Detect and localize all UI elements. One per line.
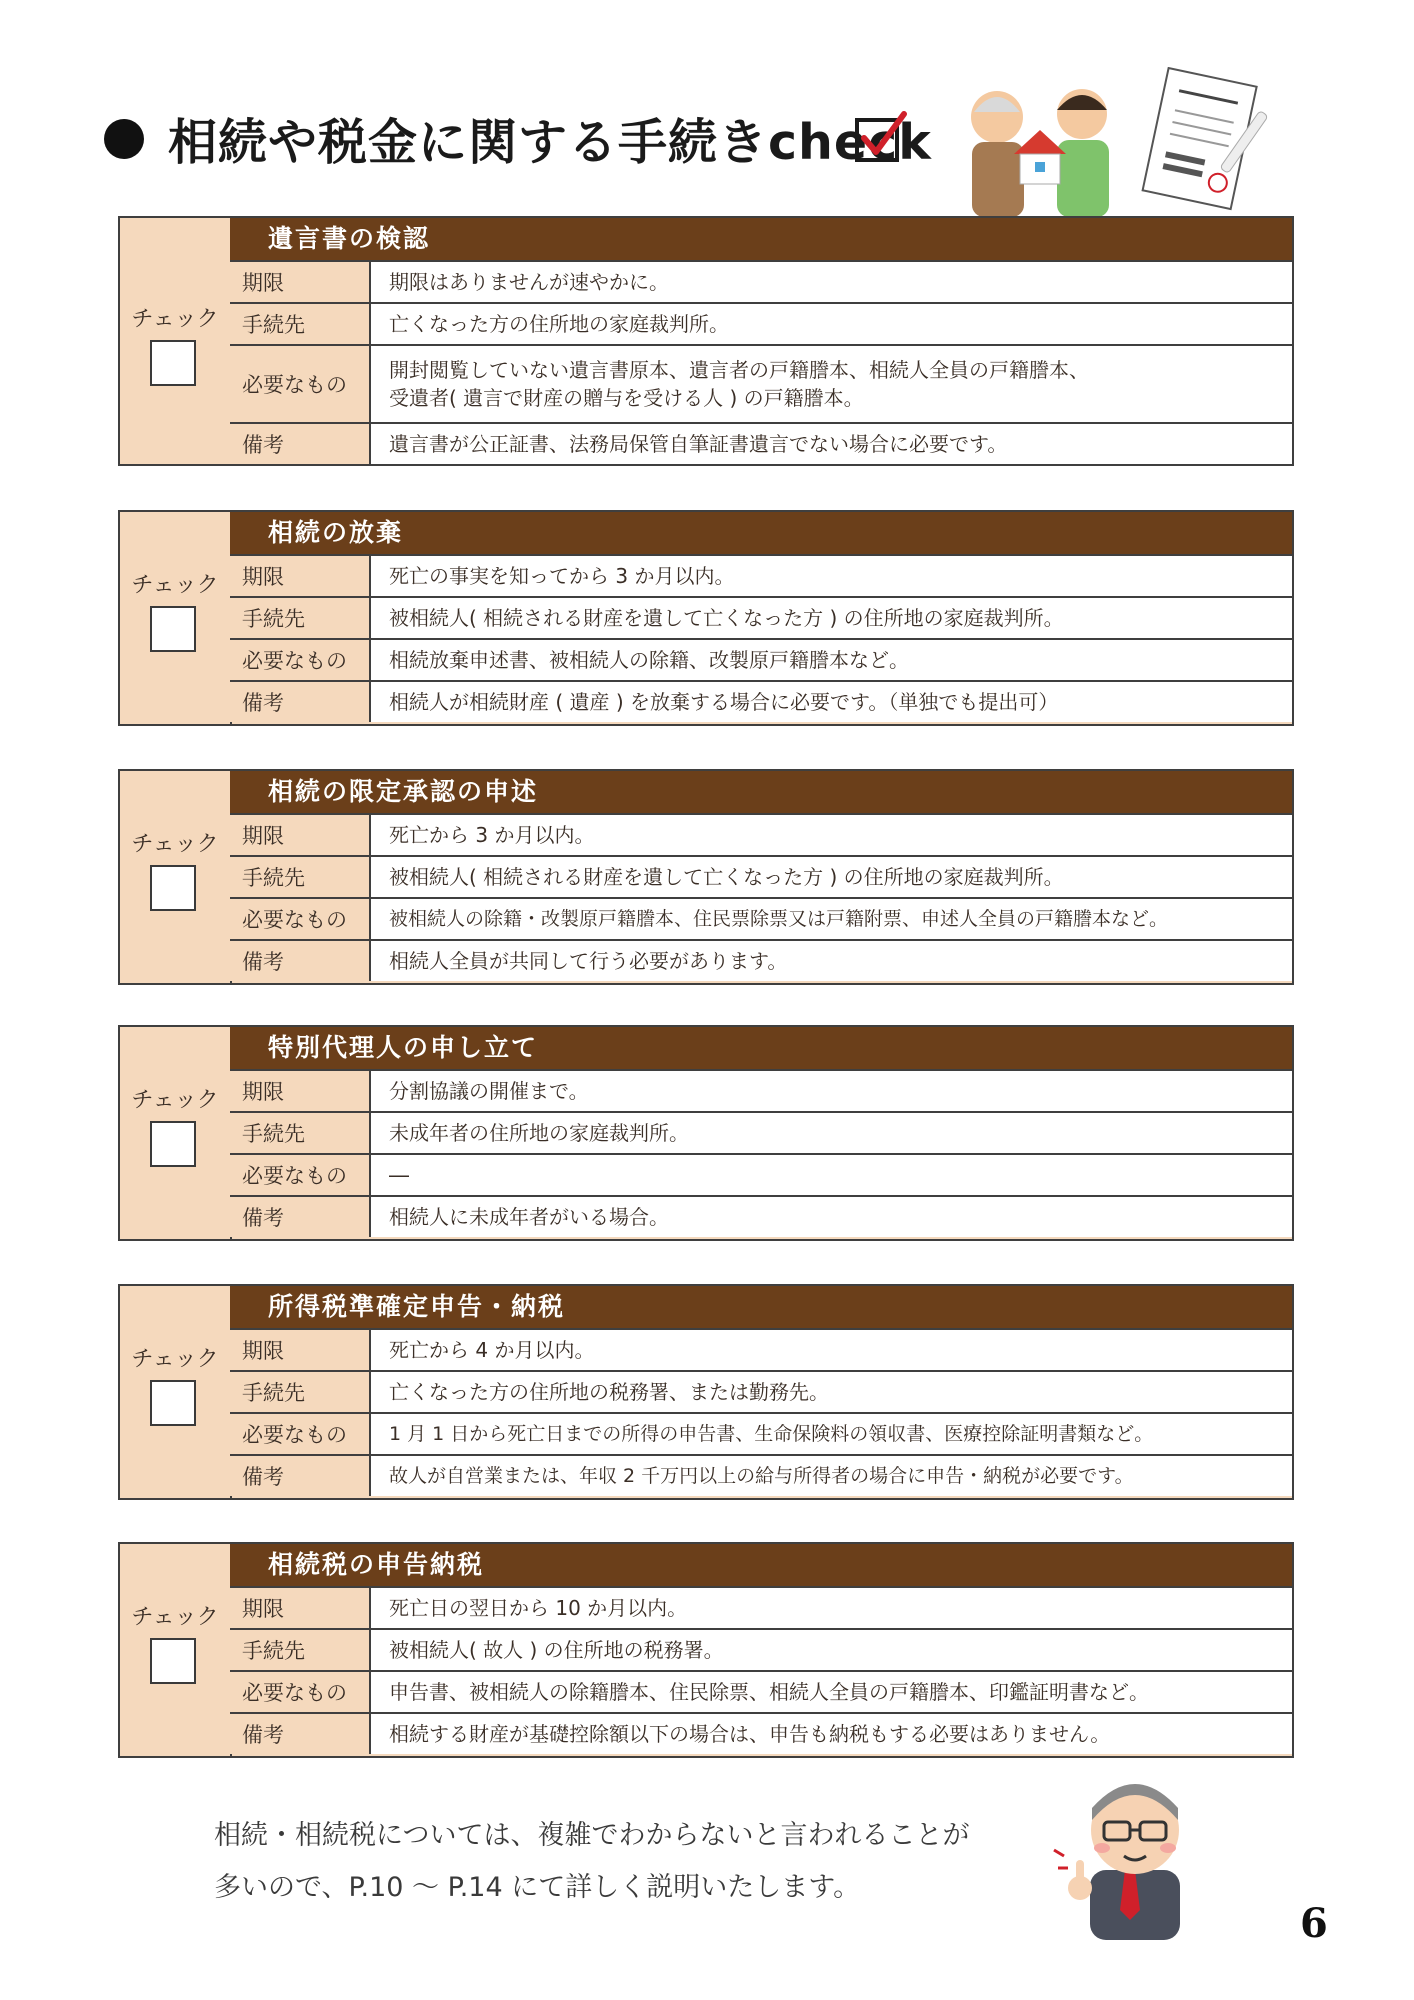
row-value: ― — [371, 1155, 1292, 1195]
row-deadline — [230, 1069, 1292, 1111]
row-label: 備考 — [230, 424, 371, 464]
row-label: 必要なもの — [230, 899, 371, 939]
card-title: 所得税準確定申告・納税 — [230, 1286, 1292, 1328]
card-title: 相続税の申告納税 — [230, 1544, 1292, 1586]
row-office — [230, 302, 1292, 344]
row-deadline — [230, 554, 1292, 596]
procedure-card — [118, 1542, 1294, 1758]
row-label: 必要なもの — [230, 640, 371, 680]
check-label: チェック — [131, 1605, 219, 1630]
row-value: 死亡日の翌日から 10 か月以内。 — [371, 1588, 1292, 1628]
row-office — [230, 1628, 1292, 1670]
family-house-illustration — [952, 72, 1132, 222]
row-label: 手続先 — [230, 1113, 371, 1153]
check-column — [120, 218, 232, 464]
row-value: 開封閲覧していない遺言書原本、遺言者の戸籍謄本、相続人全員の戸籍謄本、 受遺者( 遺言で財産の贈与を受ける人 ) の戸籍謄本。 — [371, 346, 1292, 422]
card-rows — [230, 1328, 1292, 1496]
procedure-card — [118, 769, 1294, 985]
row-label: 手続先 — [230, 1372, 371, 1412]
row-value: 死亡から 3 か月以内。 — [371, 815, 1292, 855]
row-deadline — [230, 260, 1292, 302]
row-label: 備考 — [230, 1714, 371, 1754]
row-deadline — [230, 1328, 1292, 1370]
row-label: 必要なもの — [230, 1155, 371, 1195]
row-requirements — [230, 638, 1292, 680]
row-label: 備考 — [230, 941, 371, 981]
row-label: 期限 — [230, 556, 371, 596]
row-label: 必要なもの — [230, 346, 371, 422]
card-rows — [230, 1586, 1292, 1754]
card-title: 特別代理人の申し立て — [230, 1027, 1292, 1069]
row-value: 期限はありませんが速やかに。 — [371, 262, 1292, 302]
row-value: 1 月 1 日から死亡日までの所得の申告書、生命保険料の領収書、医療控除証明書類など。 — [371, 1414, 1292, 1454]
row-value: 相続放棄申述書、被相続人の除籍、改製原戸籍謄本など。 — [371, 640, 1292, 680]
row-value: 相続人全員が共同して行う必要があります。 — [371, 941, 1292, 981]
row-deadline — [230, 813, 1292, 855]
row-label: 手続先 — [230, 304, 371, 344]
check-box[interactable] — [150, 865, 196, 911]
footer-note — [214, 1810, 1014, 1914]
row-requirements — [230, 1153, 1292, 1195]
check-label: チェック — [131, 307, 219, 332]
row-label: 手続先 — [230, 598, 371, 638]
check-column — [120, 1286, 232, 1498]
row-label: 必要なもの — [230, 1414, 371, 1454]
check-column — [120, 1027, 232, 1239]
card-rows — [230, 1069, 1292, 1237]
row-value: 被相続人( 相続される財産を遺して亡くなった方 ) の住所地の家庭裁判所。 — [371, 598, 1292, 638]
row-value: 申告書、被相続人の除籍謄本、住民除票、相続人全員の戸籍謄本、印鑑証明書など。 — [371, 1672, 1292, 1712]
row-value: 亡くなった方の住所地の税務署、または勤務先。 — [371, 1372, 1292, 1412]
procedure-card — [118, 1284, 1294, 1500]
row-label: 必要なもの — [230, 1672, 371, 1712]
card-rows — [230, 813, 1292, 981]
document-illustration — [1134, 67, 1274, 217]
check-column — [120, 512, 232, 724]
row-label: 手続先 — [230, 857, 371, 897]
check-label: チェック — [131, 1088, 219, 1113]
check-label: チェック — [131, 573, 219, 598]
row-value: 相続人が相続財産 ( 遺産 ) を放棄する場合に必要です。（単独でも提出可） — [371, 682, 1292, 722]
bullet-icon — [104, 119, 144, 159]
row-label: 期限 — [230, 262, 371, 302]
card-title: 遺言書の検認 — [230, 218, 1292, 260]
row-notes — [230, 939, 1292, 981]
row-office — [230, 1111, 1292, 1153]
row-notes — [230, 680, 1292, 722]
row-label: 期限 — [230, 1330, 371, 1370]
row-notes — [230, 1712, 1292, 1754]
page-number: 6 — [1300, 1900, 1328, 1947]
row-office — [230, 855, 1292, 897]
card-rows — [230, 554, 1292, 722]
row-label: 手続先 — [230, 1630, 371, 1670]
check-column — [120, 771, 232, 983]
row-value: 相続人に未成年者がいる場合。 — [371, 1197, 1292, 1237]
row-label: 備考 — [230, 1197, 371, 1237]
procedure-card — [118, 1025, 1294, 1241]
page-title: 相続や税金に関する手続きcheck — [168, 114, 932, 171]
row-requirements — [230, 1412, 1292, 1454]
footer-line: 相続・相続税については、複雑でわからないと言われることが — [214, 1820, 970, 1851]
check-column — [120, 1544, 232, 1756]
row-label: 備考 — [230, 682, 371, 722]
check-label: チェック — [131, 832, 219, 857]
check-box[interactable] — [150, 1121, 196, 1167]
check-box[interactable] — [150, 1638, 196, 1684]
row-notes — [230, 422, 1292, 464]
footer-line: 多いので、P.10 ～ P.14 にて詳しく説明いたします。 — [214, 1872, 861, 1903]
checkbox-checked-icon — [854, 110, 908, 164]
row-label: 期限 — [230, 1588, 371, 1628]
row-value: 亡くなった方の住所地の家庭裁判所。 — [371, 304, 1292, 344]
row-requirements — [230, 344, 1292, 422]
row-value: 死亡の事実を知ってから 3 か月以内。 — [371, 556, 1292, 596]
row-value: 分割協議の開催まで。 — [371, 1071, 1292, 1111]
check-label: チェック — [131, 1347, 219, 1372]
row-requirements — [230, 1670, 1292, 1712]
row-value: 未成年者の住所地の家庭裁判所。 — [371, 1113, 1292, 1153]
row-label: 備考 — [230, 1456, 371, 1496]
advisor-illustration — [1040, 1760, 1220, 1940]
page-header — [104, 92, 1334, 222]
row-value: 遺言書が公正証書、法務局保管自筆証書遺言でない場合に必要です。 — [371, 424, 1292, 464]
row-notes — [230, 1454, 1292, 1496]
row-office — [230, 1370, 1292, 1412]
card-title: 相続の放棄 — [230, 512, 1292, 554]
row-value: 被相続人( 相続される財産を遺して亡くなった方 ) の住所地の家庭裁判所。 — [371, 857, 1292, 897]
row-requirements — [230, 897, 1292, 939]
row-office — [230, 596, 1292, 638]
row-value: 死亡から 4 か月以内。 — [371, 1330, 1292, 1370]
procedure-card — [118, 216, 1294, 466]
row-notes — [230, 1195, 1292, 1237]
check-box[interactable] — [150, 1380, 196, 1426]
check-box[interactable] — [150, 340, 196, 386]
row-value: 被相続人の除籍・改製原戸籍謄本、住民票除票又は戸籍附票、申述人全員の戸籍謄本など。 — [371, 899, 1292, 939]
card-rows — [230, 260, 1292, 464]
row-label: 期限 — [230, 815, 371, 855]
row-deadline — [230, 1586, 1292, 1628]
row-value: 被相続人( 故人 ) の住所地の税務署。 — [371, 1630, 1292, 1670]
procedure-card — [118, 510, 1294, 726]
row-value: 故人が自営業または、年収 2 千万円以上の給与所得者の場合に申告・納税が必要です。 — [371, 1456, 1292, 1496]
card-title: 相続の限定承認の申述 — [230, 771, 1292, 813]
check-box[interactable] — [150, 606, 196, 652]
row-value: 相続する財産が基礎控除額以下の場合は、申告も納税もする必要はありません。 — [371, 1714, 1292, 1754]
row-label: 期限 — [230, 1071, 371, 1111]
